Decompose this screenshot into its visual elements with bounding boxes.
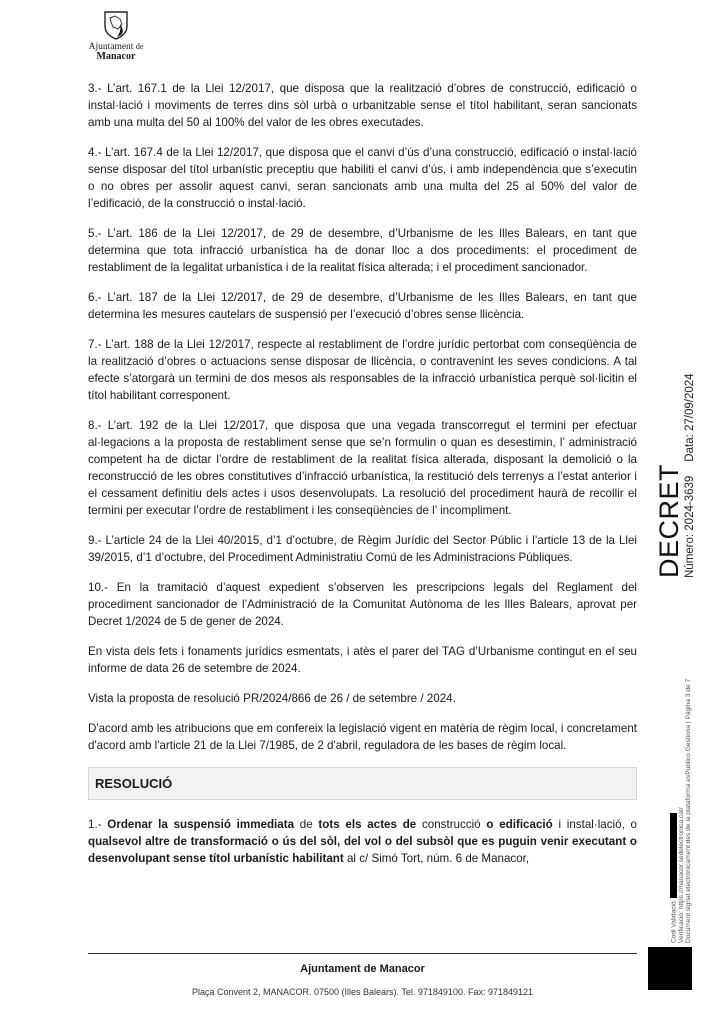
decree-stamp xyxy=(656,373,697,578)
paragraph-vista-proposta: Vista la proposta de resolució PR/2024/866 de 26 / de setembre / 2024. xyxy=(88,692,456,705)
municipal-logo xyxy=(76,10,156,62)
decree-type: DECRET xyxy=(654,463,684,578)
paragraph-9: 9.- L’article 24 de la Llei 40/2015, d’1 d’octubre, de Règim Jurídic del Sector Públic i l’article 13 de la Llei 39/2015, d’1 d’octubre, del Procediment Administratiu Comú de les Administracions Públiques. xyxy=(88,534,637,564)
footer-title: Ajuntament de Manacor xyxy=(300,963,425,975)
redacted-code xyxy=(670,813,677,898)
item-number: 1.- xyxy=(88,818,108,831)
paragraph-8: 8.- L’art. 192 de la Llei 12/2017, que disposa que una vegada transcorregut el termini per efectuar al·legacions a la proposta de restabliment sense que se’n formulin o quan es desestimin, l’ administració competent ha de dictar l’ordre de restabliment de la realitat física alterada, disposant la demolició o la reconstrucció de les obres constitutives d’infracció urbanística, la restitució dels terrenys a l’estat anterior i el cessament definitiu dels actes i usos desenvolupats. La resolució del procediment haurà de recollir el termini per executar l’ordre de restabliment i les conseqüències de l’ incompliment. xyxy=(88,419,637,517)
plain-text: construcció xyxy=(416,818,487,831)
paragraph-dacord: D'acord amb les atribucions que em confereix la legislació vigent en matèria de règim local, i concretament d'acord amb l'article 21 de la Llei 7/1985, de 2 d'abril, reguladora de les bases de règim local. xyxy=(88,722,637,752)
bold-text: o edificació xyxy=(486,818,553,831)
decree-date: Data: 27/09/2024 xyxy=(684,373,696,462)
logo-text-ajuntament: Ajuntament xyxy=(88,42,134,52)
paragraph-4: 4.- L’art. 167.4 de la Llei 12/2017, que disposa que el canvi d’ús d’una construcció, edificació o instal·lació sense disposar del títol urbanístic preceptiu que habiliti el canvi d’ús, i amb independència que s’executin o no obres per assolir aquest canvi, seran sancionats amb una multa del 25 al 50% del valor de l’edificació, de la construcció o instal·lació. xyxy=(88,146,637,210)
bold-text: tots els actes de xyxy=(318,818,417,831)
plain-text: de xyxy=(294,818,319,831)
logo-text-manacor: Manacor xyxy=(96,51,136,62)
paragraph-6: 6.- L’art. 187 de la Llei 12/2017, de 29 de desembre, d’Urbanisme de les Illes Balears, en tant que determina les mesures cautelars de suspensió per l’execució d’obres sense llicència. xyxy=(88,291,637,321)
document-body xyxy=(88,80,637,880)
resolution-heading: RESOLUCIÓ xyxy=(88,767,637,800)
logo-text-de: de xyxy=(135,42,144,51)
coat-of-arms-icon xyxy=(103,10,129,40)
decree-number: Número: 2024-3639 xyxy=(684,475,696,578)
qr-code-redacted xyxy=(648,947,692,990)
verification-url[interactable]: Verificació: https://manacor.sedelectronica.cat/ xyxy=(677,807,685,943)
paragraph-10: 10.- En la tramitació d’aquest expedient s’observen les prescripcions legals del Reglament del procediment sancionador de l’Administració de la Comunitat Autònoma de les Illes Balears, aprovat per Decret 1/2024 de 5 de gener de 2024. xyxy=(88,581,637,628)
validation-code-label: Codi Validació: xyxy=(670,899,678,943)
paragraph-5: 5.- L’art. 186 de la Llei 12/2017, de 29 de desembre, d’Urbanisme de les Illes Balears, en tant que determina que tota infracció urbanística ha de donar lloc a dos procediments: el procediment de restabliment de la legalitat urbanística i de la realitat física alterada; i el procediment sancionador. xyxy=(88,227,637,274)
bold-text: qualsevol altre de transformació o ús del sòl, del vol o del subsòl que es puguin venir executant o desenvolupant sense títol urbanístic habilitant xyxy=(88,835,637,865)
paragraph-3: 3.- L’art. 167.1 de la Llei 12/2017, que disposa que la realització d’obres de construcció, edificació o instal·lació i moviments de terres dins sòl urbà o urbanitzable sense el títol habilitant, seran sancionats amb una multa del 50 al 100% del valor de les obres executades. xyxy=(88,82,637,129)
plain-text: i instal·lació, o xyxy=(552,818,637,831)
verification-block xyxy=(670,679,693,943)
plain-text: al c/ Simó Tort, núm. 6 de Manacor, xyxy=(343,852,530,865)
footer-divider xyxy=(88,953,637,954)
bold-text: Ordenar la suspensió immediata xyxy=(107,818,295,831)
signature-note: Document signat electrònicament des de la plataforma esPublico Gestiona | Pàgina 3 de 7 xyxy=(685,678,693,943)
paragraph-7: 7.- L’art. 188 de la Llei 12/2017, respecte al restabliment de l’ordre jurídic pertorbat com conseqüència de la realització d’obres o actuacions sense disposar de llicència, o contravenint les seves condicions. A tal efecte s’atorgarà un termini de dos mesos als responsables de la infracció urbanística perquè sol·licitin el títol habilitant corresponent. xyxy=(88,338,637,402)
resolution-item-1 xyxy=(88,816,637,867)
footer-address: Plaça Convent 2, MANACOR. 07500 (Illes Balears). Tel. 971849100. Fax: 971849121 xyxy=(191,987,534,997)
paragraph-en-vista: En vista dels fets i fonaments jurídics esmentats, i atès el parer del TAG d’Urbanisme contingut en el seu informe de data 26 de setembre de 2024. xyxy=(88,645,637,675)
